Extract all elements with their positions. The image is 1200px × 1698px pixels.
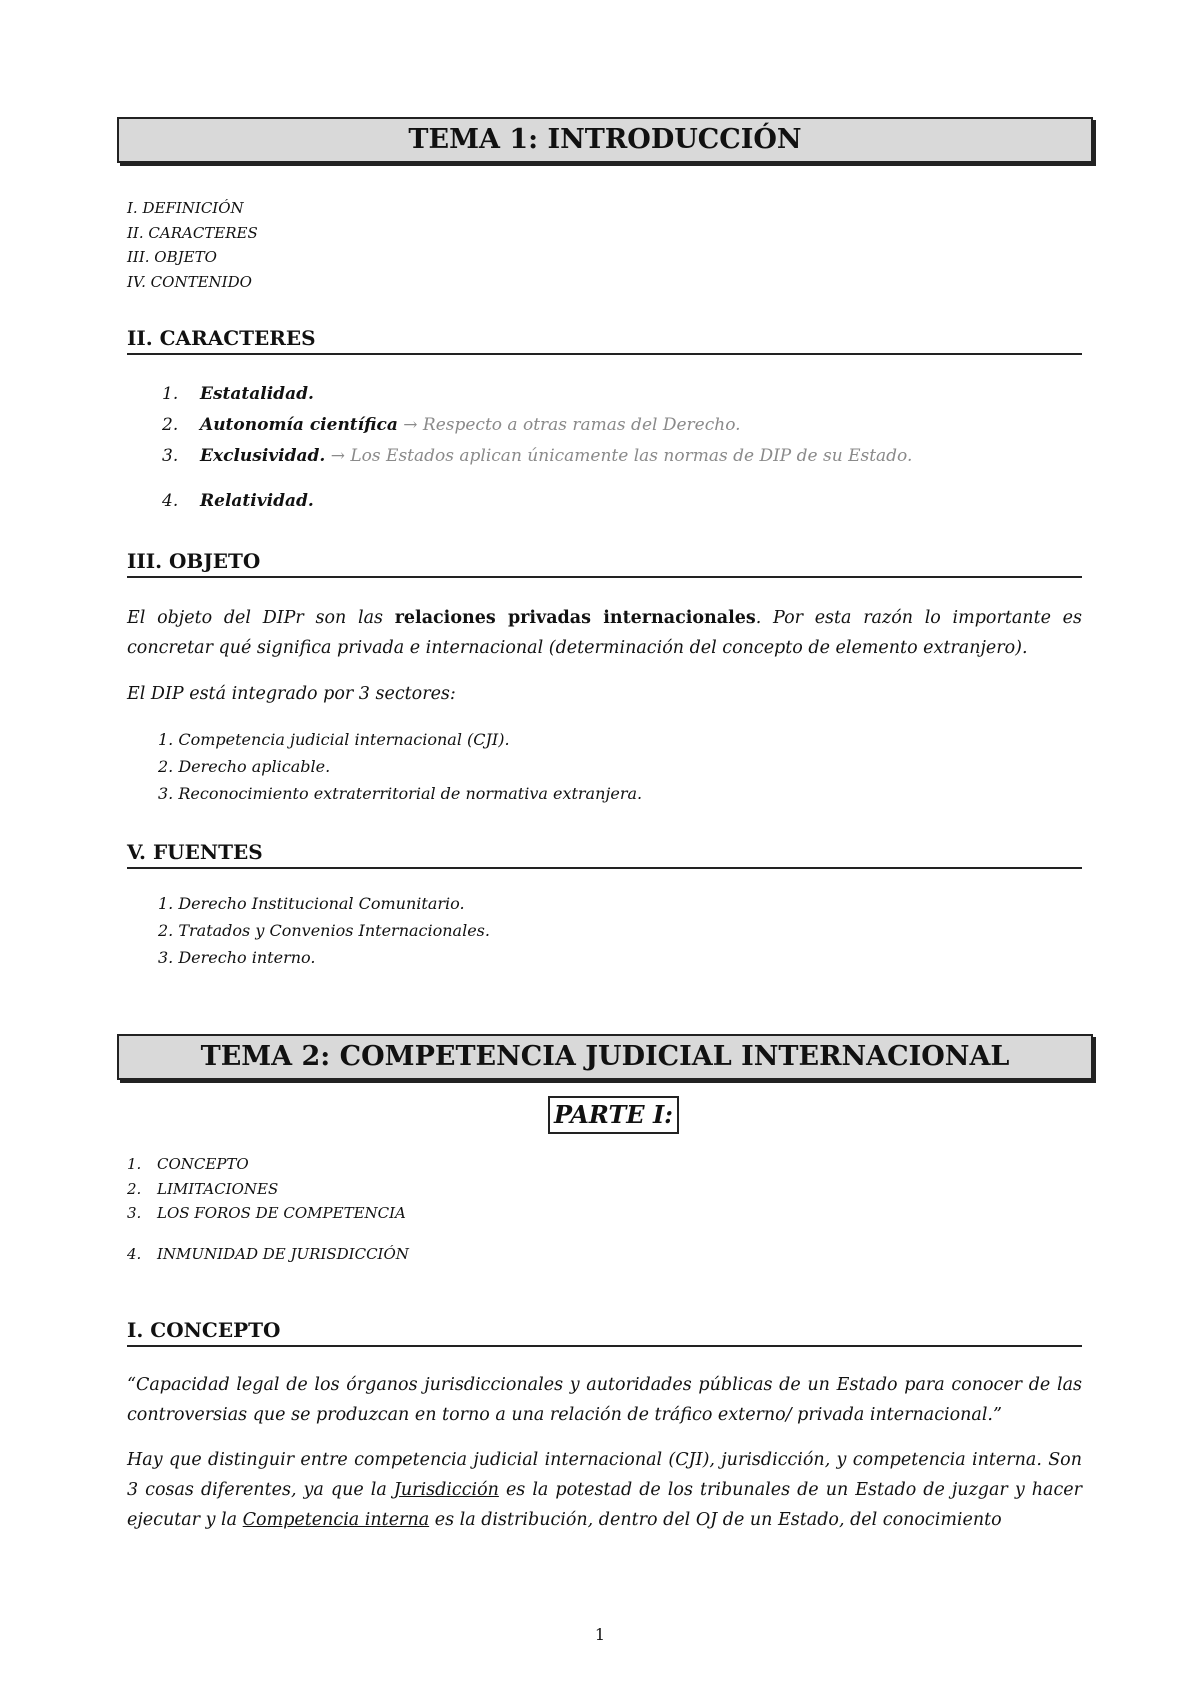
bold-text-run: relaciones privadas internacionales bbox=[394, 608, 756, 628]
toc-item bbox=[127, 1152, 409, 1177]
item-number: 4. bbox=[162, 491, 179, 511]
concepto-quote: “Capacidad legal de los órganos jurisdiccionales y autoridades públicas de un Estado para conocer de las controversias que se produzcan en torno a una relación de tráfico externo/ privada internacional.” bbox=[127, 1375, 1082, 1425]
tema2-toc bbox=[127, 1152, 409, 1266]
text-run: . Por esta razón lo importante es concretar qué significa privada e internacional (determinación del concepto de elemento extranjero). bbox=[127, 608, 1082, 658]
list-item: 2. Tratados y Convenios Internacionales. bbox=[158, 921, 490, 940]
list-item: 3. Reconocimiento extraterritorial de normativa extranjera. bbox=[158, 784, 643, 803]
toc-item bbox=[127, 1201, 409, 1226]
section-heading-fuentes: V. FUENTES bbox=[127, 839, 1082, 869]
list-item: 2. Derecho aplicable. bbox=[158, 757, 331, 776]
item-label: Exclusividad. bbox=[200, 446, 326, 466]
text-run: Hay que distinguir entre competencia judicial internacional (CJI), jurisdicción, y competencia interna. Son 3 cosas diferentes, ya que la bbox=[127, 1450, 1082, 1500]
page-number: 1 bbox=[594, 1625, 606, 1644]
section-heading-caracteres: II. CARACTERES bbox=[127, 325, 1082, 355]
item-label: Relatividad. bbox=[200, 491, 314, 511]
concepto-paragraph bbox=[127, 1445, 1082, 1535]
tema1-toc bbox=[127, 196, 258, 294]
section-heading-concepto: I. CONCEPTO bbox=[127, 1317, 1082, 1347]
item-note: → Los Estados aplican únicamente las normas de DIP de su Estado. bbox=[330, 446, 913, 466]
item-label: LOS FOROS DE COMPETENCIA bbox=[157, 1204, 406, 1222]
tema2-title: TEMA 2: COMPETENCIA JUDICIAL INTERNACIONAL bbox=[117, 1034, 1093, 1080]
text-run: El objeto del DIPr son las bbox=[127, 608, 383, 628]
list-item bbox=[162, 441, 912, 472]
toc-item: II. CARACTERES bbox=[127, 223, 258, 242]
item-note: → Respecto a otras ramas del Derecho. bbox=[403, 415, 741, 435]
list-item: 1. Competencia judicial internacional (CJI). bbox=[158, 730, 510, 749]
item-label: CONCEPTO bbox=[157, 1155, 249, 1173]
list-item: 3. Derecho interno. bbox=[158, 948, 316, 967]
underlined-term: Jurisdicción bbox=[393, 1480, 499, 1500]
toc-item bbox=[127, 1242, 409, 1267]
objeto-sectores-intro: El DIP está integrado por 3 sectores: bbox=[127, 684, 456, 704]
item-label: Autonomía científica bbox=[200, 415, 398, 435]
fuentes-list bbox=[158, 890, 490, 971]
list-item bbox=[162, 379, 912, 410]
toc-item: IV. CONTENIDO bbox=[127, 272, 252, 291]
section-heading-objeto: III. OBJETO bbox=[127, 548, 1082, 578]
item-number: 4. bbox=[127, 1244, 142, 1263]
item-number: 3. bbox=[162, 446, 179, 466]
item-number: 2. bbox=[127, 1179, 142, 1198]
list-item bbox=[162, 486, 912, 517]
item-label: LIMITACIONES bbox=[157, 1179, 279, 1198]
toc-item: I. DEFINICIÓN bbox=[127, 199, 244, 217]
item-number: 3. bbox=[127, 1204, 142, 1222]
underlined-term: Competencia interna bbox=[242, 1510, 430, 1530]
item-label: INMUNIDAD DE JURISDICCIÓN bbox=[157, 1244, 409, 1263]
caracteres-list bbox=[162, 379, 912, 517]
objeto-paragraph bbox=[127, 603, 1082, 663]
item-label: Estatalidad. bbox=[200, 384, 314, 404]
text-run: es la distribución, dentro del OJ de un Estado, del conocimiento bbox=[434, 1510, 1002, 1530]
toc-item: III. OBJETO bbox=[127, 248, 217, 266]
item-number: 1. bbox=[162, 384, 179, 404]
list-item: 1. Derecho Institucional Comunitario. bbox=[158, 894, 465, 913]
list-item bbox=[162, 410, 912, 441]
sectores-list bbox=[158, 726, 642, 807]
parte-label: PARTE I: bbox=[548, 1096, 679, 1134]
item-number: 2. bbox=[162, 415, 179, 435]
text-run: es la potestad de los tribunales de un Estado de juzgar y hacer ejecutar y la bbox=[127, 1480, 1082, 1530]
item-number: 1. bbox=[127, 1155, 142, 1173]
toc-item bbox=[127, 1177, 409, 1202]
tema1-title: TEMA 1: INTRODUCCIÓN bbox=[117, 117, 1093, 163]
